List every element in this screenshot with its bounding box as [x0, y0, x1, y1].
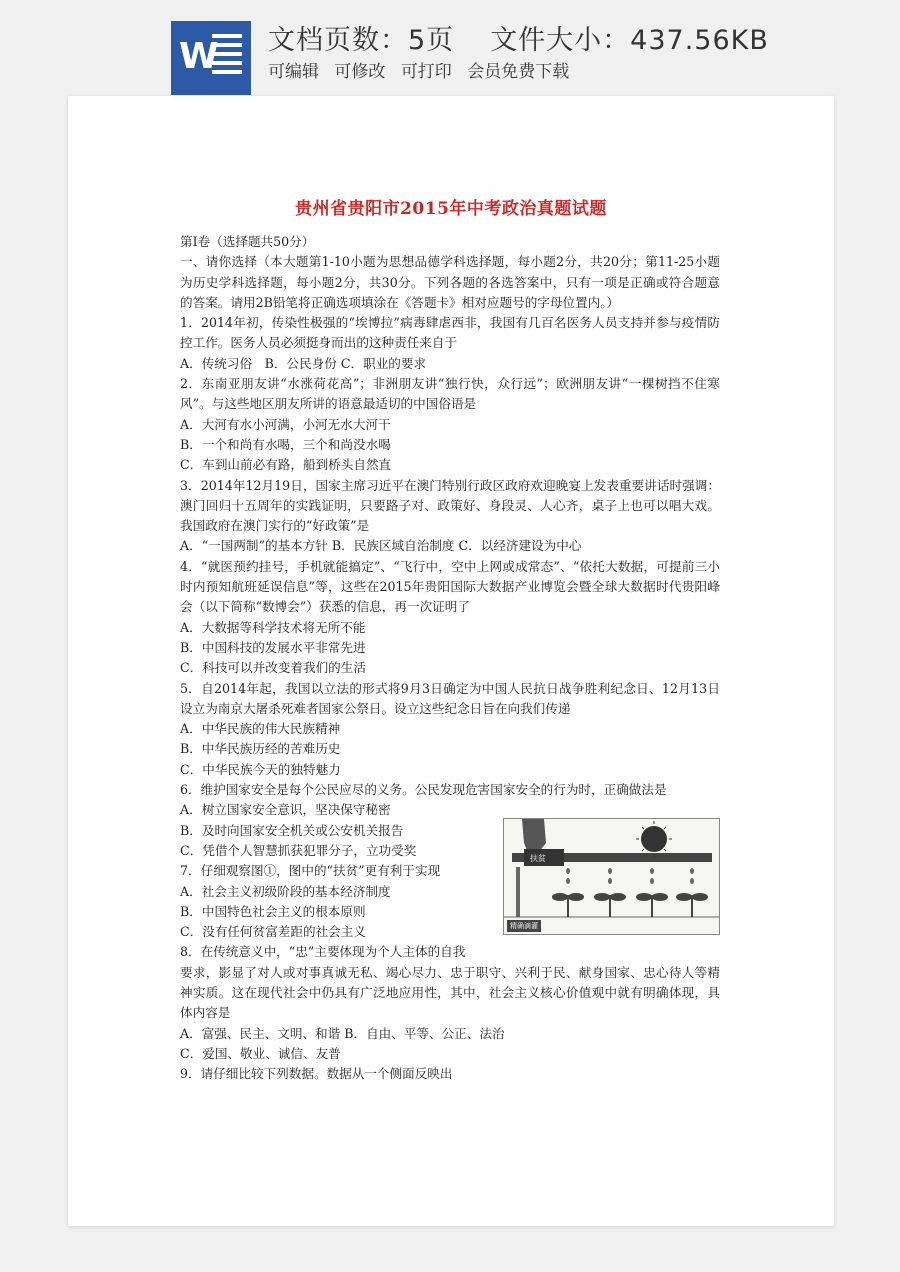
question-5-option-c: C．中华民族今天的独特魅力 [180, 761, 341, 777]
hand-shape [522, 819, 546, 853]
question-3: 3．2014年12月19日，国家主席习近平在澳门特别行政区政府欢迎晚宴上发表重要讲话时强调：澳门回归十五周年的实践证明，只要路子对、政策好、身段灵、人心齐，桌子上也可以唱大戏。我国政府在澳门实行的“好政策”是 [180, 477, 720, 534]
question-8-options-ab: A．富强、民主、文明、和谐 B．自由、平等、公正、法治 [180, 1025, 505, 1041]
seedling-plants-icon [552, 893, 708, 917]
question-7-option-b: B．中国特色社会主义的根本原则 [180, 903, 366, 919]
question-4: 4．“就医预约挂号，手机就能搞定”、“飞行中，空中上网或成常态”、“依托大数据，可提前三小时内预知航班延误信息”等，这些在2015年贵阳国际大数据产业博览会暨全球大数据时代贵阳峰会（以下简称“数博会”）获悉的信息，再一次证明了 [180, 558, 720, 615]
question-8-continued: 要求，影显了对人或对事真诚无私、竭心尽力、忠于职守、兴利于民、献身国家、忠心待人等精神实质。这在现代社会中仍具有广泛地应用性，其中，社会主义核心价值观中就有明确体现，具体内容是 [180, 964, 720, 1021]
question-1-options: A．传统习俗 B．公民身份 C．职业的要求 [180, 355, 427, 371]
feature-member-download[interactable]: 会员免费下载 [467, 62, 570, 82]
word-document-icon [171, 21, 251, 95]
question-2-option-b: B．一个和尚有水喝，三个和尚没水喝 [180, 436, 391, 452]
question-2-option-c: C．车到山前必有路，船到桥头自然直 [180, 457, 392, 473]
document-page [68, 96, 834, 1226]
question-6: 6．维护国家安全是每个公民应尽的义务。公民发现危害国家安全的行为时，正确做法是 [180, 782, 667, 798]
question-8-option-c: C．爱国、敬业、诚信、友普 [180, 1045, 341, 1061]
feature-list [268, 57, 579, 82]
page-count: 文档页数：5页 [268, 25, 455, 56]
document-title: 贵州省贵阳市2015年中考政治真题试题 [295, 199, 607, 219]
question-1: 1．2014年初，传染性极强的“埃博拉”病毒肆虐西非，我国有几百名医务人员支持并参与疫情防控工作。医务人员必须挺身而出的这种责任来自于 [180, 315, 720, 351]
question-4-option-b: B．中国科技的发展水平非常先进 [180, 639, 366, 655]
question-2: 2．东南亚朋友讲“水涨荷花高”；非洲朋友讲“独行快，众行远”；欧洲朋友讲“一棵树挡不住寒风”。与这些地区朋友所讲的语意最适切的中国俗语是 [180, 376, 720, 412]
question-6-option-b: B．及时向国家安全机关或公安机关报告 [180, 822, 404, 838]
figure-caption: 精确滴灌 [507, 920, 541, 932]
question-5: 5．自2014年起，我国以立法的形式将9月3日确定为中国人民抗日战争胜利纪念日、12月13日设立为南京大屠杀死难者国家公祭日。设立这些纪念日旨在向我们传递 [180, 680, 720, 716]
question-4-option-a: A．大数据等科学技术将无所不能 [180, 619, 366, 635]
document-body [180, 232, 720, 1084]
question-6-option-c: C．凭借个人智慧抓获犯罪分子，立功受奖 [180, 842, 417, 858]
section-heading: 第Ⅰ卷（选择题共50分） [180, 234, 315, 249]
question-5-option-a: A．中华民族的伟大民族精神 [180, 721, 341, 737]
file-info [268, 18, 769, 57]
feature-editable: 可编辑 [268, 62, 319, 82]
water-drops-icon [566, 868, 694, 884]
question-7-option-a: A．社会主义初级阶段的基本经济制度 [180, 883, 391, 899]
figure-tag-text: 扶贫 [530, 854, 546, 863]
poverty-relief-cartoon [503, 818, 720, 935]
question-9: 9．请仔细比较下列数据。数据从一个侧面反映出 [180, 1066, 453, 1082]
download-banner [0, 0, 900, 96]
question-8-start: 8．在传统意义中，“忠”主要体现为个人主体的自我 [180, 944, 466, 960]
feature-printable: 可打印 [400, 62, 452, 82]
file-size: 文件大小：437.56KB [490, 25, 769, 56]
question-7: 7．仔细观察图①，图中的“扶贫”更有利于实现 [180, 863, 441, 879]
question-2-option-a: A．大河有水小河满，小河无水大河干 [180, 416, 391, 432]
word-logo-letter: W [179, 36, 219, 77]
question-4-option-c: C．科技可以并改变着我们的生活 [180, 660, 366, 676]
question-5-option-b: B．中华民族历经的苦难历史 [180, 741, 341, 757]
question-6-option-a: A．树立国家安全意识，坚决保守秘密 [180, 802, 391, 818]
instructions: 一、请你选择（本大题第1-10小题为思想品德学科选择题，每小题2分，共20分；第11-25小题为历史学科选择题，每小题2分，共30分。下列各题的各选答案中，只有一项是正确或符合题意的答案。请用2B铅笔将正确选项填涂在《答题卡》相对应题号的字母位置内。） [180, 254, 720, 310]
sun-icon [641, 826, 667, 852]
question-3-options: A．“一国两制”的基本方针 B．民族区域自治制度 C．以经济建设为中心 [180, 538, 582, 554]
cartoon-illustration [504, 819, 719, 934]
pipe-support [516, 867, 520, 917]
feature-modifiable: 可修改 [334, 62, 386, 82]
question-7-option-c: C．没有任何贫富差距的社会主义 [180, 924, 366, 940]
